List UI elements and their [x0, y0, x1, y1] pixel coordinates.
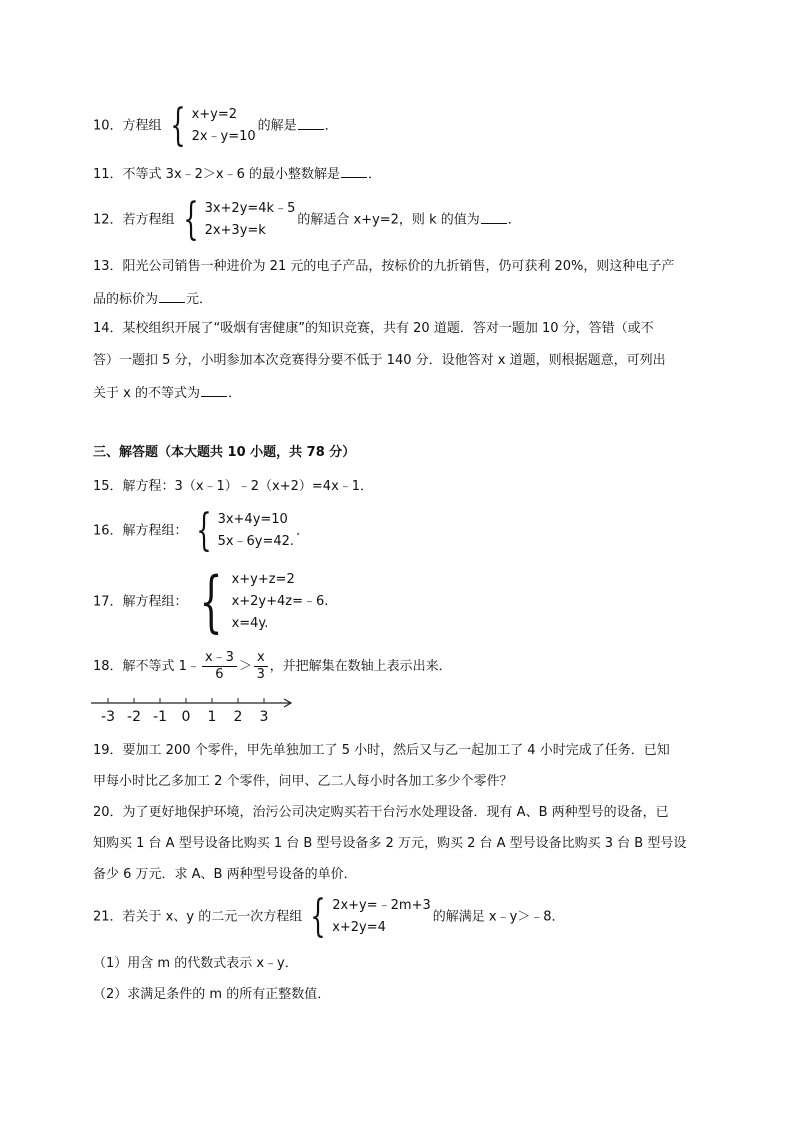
- answer-blank[interactable]: [298, 116, 324, 130]
- question-20-line-1: 20．为了更好地保护环境，治污公司决定购买若干台污水处理设备．现有 A、B 两种型号的设备，已: [93, 805, 669, 820]
- question-text: 关于 x 的不等式为: [93, 386, 200, 401]
- brace-icon: {: [169, 100, 186, 151]
- question-16: [93, 505, 310, 556]
- number-line-tick-label: -1: [153, 709, 167, 725]
- question-text: 的解是: [257, 118, 297, 134]
- equation-system: [304, 891, 431, 942]
- question-17: [93, 563, 330, 640]
- question-text: ，并把解集在数轴上表示出来．: [269, 659, 452, 674]
- fraction-numerator: x﹣3: [202, 650, 237, 667]
- brace-icon: {: [199, 563, 223, 640]
- fraction-numerator: x: [254, 650, 268, 667]
- question-19-line-1: 19．要加工 200 个零件，甲先单独加工了 5 小时，然后又与乙一起加工了 4 小时完成了任务．已知: [93, 743, 670, 758]
- punctuation: ．: [296, 523, 310, 539]
- equation-1: x+y+z=2: [231, 572, 295, 587]
- number-line-tick-label: -3: [101, 709, 115, 725]
- brace-icon: {: [182, 194, 199, 245]
- question-text: 品的标价为: [93, 292, 159, 307]
- question-14-line-1: 14．某校组织开展了“吸烟有害健康”的知识竞赛，共有 20 道题．答对一题加 10 分，答错（或不: [93, 321, 654, 336]
- equation-system: [177, 194, 296, 245]
- question-number: 17．: [93, 594, 123, 610]
- brace-icon: {: [310, 891, 326, 942]
- number-line-tick-label: 3: [259, 709, 269, 725]
- question-number: 12．: [93, 212, 123, 228]
- brace-icon: {: [195, 505, 212, 556]
- number-line: [88, 693, 298, 725]
- equation-system: [190, 563, 329, 640]
- number-line-tick-label: 1: [207, 709, 217, 725]
- fraction: [202, 650, 237, 683]
- equation-3: x=4y.: [231, 616, 269, 631]
- question-15: 15．解方程：3（x﹣1）﹣2（x+2）=4x﹣1．: [93, 479, 374, 494]
- punctuation: ．: [227, 386, 241, 401]
- question-13-line-1: 13．阳光公司销售一种进价为 21 元的电子产品，按标价的九折销售，仍可获利 20%，则这种电子产: [93, 259, 675, 274]
- question-text: 11．不等式 3x﹣2＞x﹣6 的最小整数解是: [93, 167, 341, 182]
- number-line-tick-label: 0: [181, 709, 191, 725]
- equation-1: 3x+2y=4k﹣5: [204, 201, 296, 216]
- question-21-part-1: （1）用含 m 的代数式表示 x﹣y．: [93, 956, 298, 971]
- question-text: 若关于 x、y 的二元一次方程组: [122, 909, 303, 925]
- greater-than-sign: ＞: [238, 659, 252, 674]
- equation-system: [190, 505, 295, 556]
- question-text: 方程组: [122, 118, 162, 134]
- question-text: 的解满足 x﹣y＞﹣8．: [432, 909, 565, 925]
- question-text: 解方程组：: [122, 594, 188, 610]
- question-number: 16．: [93, 523, 123, 539]
- number-line-tick-label: 2: [233, 709, 243, 725]
- fraction-denominator: 6: [215, 667, 224, 682]
- question-20-line-3: 备少 6 万元．求 A、B 两种型号设备的单价．: [93, 867, 357, 882]
- punctuation: ．: [324, 118, 338, 134]
- fraction: [254, 650, 268, 683]
- equation-1: x+y=2: [191, 107, 238, 122]
- equation-2: 5x﹣6y=42.: [217, 534, 295, 549]
- question-text: 的解适合 x+y=2，则 k 的值为: [297, 212, 480, 228]
- answer-blank[interactable]: [159, 289, 185, 303]
- answer-blank[interactable]: [201, 383, 227, 397]
- punctuation: ．: [507, 212, 521, 228]
- equation-2: 2x﹣y=10: [191, 129, 256, 144]
- question-text: 解不等式 1﹣: [122, 659, 200, 674]
- question-text: 若方程组: [122, 212, 175, 228]
- question-14-line-2: 答）一题扣 5 分，小明参加本次竞赛得分要不低于 140 分．设他答对 x 道题，则根据题意，可列出: [93, 353, 666, 368]
- equation-2: 2x+3y=k: [204, 223, 266, 238]
- question-12: [93, 194, 521, 245]
- section-heading: 三、解答题（本大题共 10 小题，共 78 分）: [93, 445, 356, 460]
- question-number: 21．: [93, 909, 123, 925]
- equation-2: x+2y=4: [332, 920, 386, 935]
- number-line-tick-label: -2: [127, 709, 141, 725]
- question-13-line-2: [93, 289, 212, 309]
- punctuation: ．: [368, 167, 382, 182]
- question-10: [93, 100, 338, 151]
- answer-blank[interactable]: [481, 210, 507, 224]
- question-14-line-3: [93, 383, 241, 403]
- question-19-line-2: 甲每小时比乙多加工 2 个零件，问甲、乙二人每小时各加工多少个零件？: [93, 774, 513, 789]
- fraction-denominator: 3: [256, 667, 265, 682]
- equation-2: x+2y+4z=﹣6.: [231, 594, 329, 609]
- equation-1: 3x+4y=10: [217, 512, 288, 527]
- equation-system: [164, 100, 256, 151]
- question-20-line-2: 知购买 1 台 A 型号设备比购买 1 台 B 型号设备多 2 万元，购买 2 台 A 型号设备比购买 3 台 B 型号设: [93, 836, 687, 851]
- question-18: [93, 650, 452, 683]
- question-text: 元．: [186, 292, 213, 307]
- answer-blank[interactable]: [341, 164, 367, 178]
- question-text: 解方程组：: [122, 523, 188, 539]
- question-number: 18．: [93, 659, 123, 674]
- equation-1: 2x+y=﹣2m+3: [332, 898, 431, 913]
- question-number: 10．: [93, 118, 123, 134]
- question-11: [93, 164, 381, 184]
- question-21-part-2: （2）求满足条件的 m 的所有正整数值．: [93, 987, 331, 1002]
- question-21: [93, 891, 565, 942]
